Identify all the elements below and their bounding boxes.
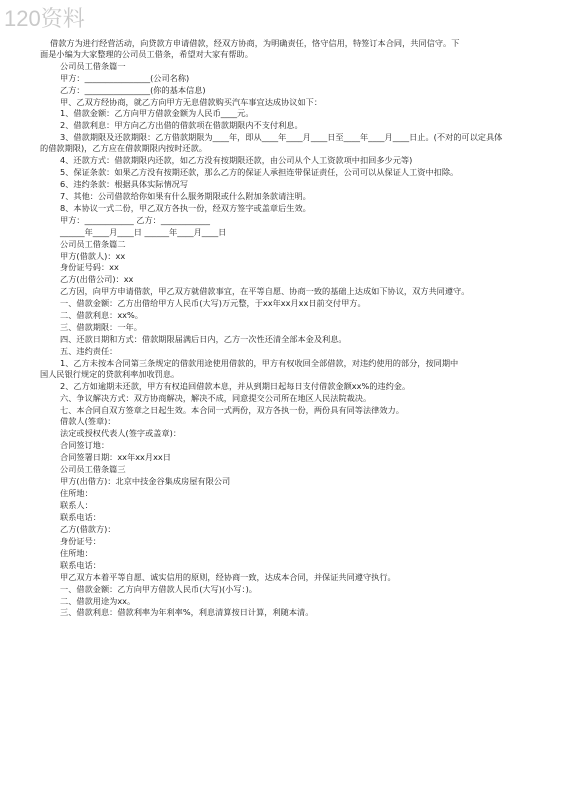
text-line: 甲、乙双方经协商，就乙方向甲方无息借款购买汽车事宜达成协议如下： [60,96,323,107]
text-line: 乙方(借款方)： [60,523,116,534]
text-line: 甲方(出借方)：北京中技金谷集成房屋有限公司 [60,476,231,487]
text-line: 甲乙双方本着平等自愿、诚实信用的原则，经协商一致，达成本合同，并保证共同遵守执行。 [60,571,396,582]
text-line: 三、借款期限：一年。 [60,322,142,333]
text-line: 甲方：____________ 乙方：____________ [60,214,210,225]
text-line: 甲方(借款人)：xx [60,250,126,261]
text-line: 1、乙方未按本合同第三条规定的借款用途使用借款的，甲方有权收回全部借款，对违约使用的部分，按同期中 [60,357,459,368]
text-line: 2、借款利息：甲方向乙方出借的借款项在借款期限内不支付利息。 [60,120,303,131]
text-line: 1、借款金额：乙方向甲方借款金额为人民币____元。 [60,108,254,119]
text-line: 借款人(签章)： [60,416,116,427]
text-line: 法定或授权代表人(签字或盖章)： [60,428,182,439]
text-line: 合同签订地： [60,440,110,451]
text-line: 一、借款金额：乙方向甲方借款人民币(大写)(小写：)。 [60,583,257,594]
text-line: 8、本协议一式二份，甲乙双方各执一份，经双方签字或盖章后生效。 [60,202,311,213]
text-line: 二、借款利息：xx%。 [60,310,143,321]
watermark-logo: 120资料 [4,6,85,31]
text-line: 借款方为进行经营活动，向贷款方申请借款，经双方协商，为明确责任，恪守信用，特签订本合同，共同信守。下 [50,38,460,48]
text-line: 3、借款期限及还款期限：乙方借款期限为____年，即从____年____月____日至____年____月____日止。(不对的可以定具体 [60,132,503,143]
text-line: 6、违约条款：根据具体实际情况写 [60,178,189,189]
text-line: 五、违约责任： [60,346,118,356]
text-line: 住所地： [60,488,93,499]
text-line: 六、争议解决方式：双方协商解决，解决不成，同意提交公司所在地区人民法院裁决。 [60,392,372,403]
text-line: 公司员工借条篇一 [60,60,126,71]
text-line: 三、借款利息：借款利率为年利率%，利息清算按日计算，利随本清。 [60,607,314,618]
text-line: 七、本合同自双方签章之日起生效。本合同一式两份，双方各执一份，两份具有同等法律效力。 [60,404,404,415]
text-line: 5、保证条款：如果乙方没有按期还款，那么乙方的保证人承担连带保证责任，公司可以从保证人工资中扣除。 [60,166,459,177]
text-line: 国人民银行规定的贷款利率加收罚息。 [40,368,180,379]
text-line: 乙方因，向甲方申请借款，甲乙双方就借款事宜，在平等自愿、协商一致的基础上达成如下协议，双方共同遵守。 [60,286,470,297]
text-line: 面是小编为大家整理的公司员工借条，希望对大家有帮助。 [40,48,253,59]
text-line: 的借款期限)，乙方应在借款期限内按时还款。 [40,143,207,154]
text-line: 公司员工借条篇二 [60,238,126,249]
text-line: 联系电话： [60,511,101,522]
text-line: 联系人： [60,500,93,510]
text-line: 四、还款日期和方式：借款期限届满后日内，乙方一次性还清全部本金及利息。 [60,334,347,345]
text-line: 联系电话： [60,559,101,570]
text-line: 合同签署日期：xx年xx月xx日 [60,452,171,463]
document-body [40,38,528,618]
text-line: 一、借款金额：乙方出借给甲方人民币(大写)万元整，于xx年xx月xx日前交付甲方。 [60,298,366,309]
text-line: ______年____月____日 ______年____月____日 [60,226,227,237]
text-line: 7、其他：公司借款给你如果有什么服务期限或什么附加条款请注明。 [60,190,311,201]
text-line: 公司员工借条篇三 [60,464,126,475]
text-line: 身份证号码：xx [60,262,119,273]
text-line: 乙方：________________(你的基本信息) [60,84,206,95]
text-line: 身份证号： [60,535,101,546]
text-line: 4、还款方式：借款期限内还款，如乙方没有按期限还款，由公司从个人工资款项中扣回多少元等) [60,155,413,165]
text-line: 甲方：________________(公司名称) [60,72,190,83]
text-line: 住所地： [60,547,93,558]
text-line: 2、乙方如逾期未还款，甲方有权追回借款本息，并从到期日起每日支付借款金额xx%的违约金。 [60,380,411,391]
text-line: 二、借款用途为xx。 [60,595,136,606]
text-line: 乙方(出借公司)：xx [60,274,134,285]
